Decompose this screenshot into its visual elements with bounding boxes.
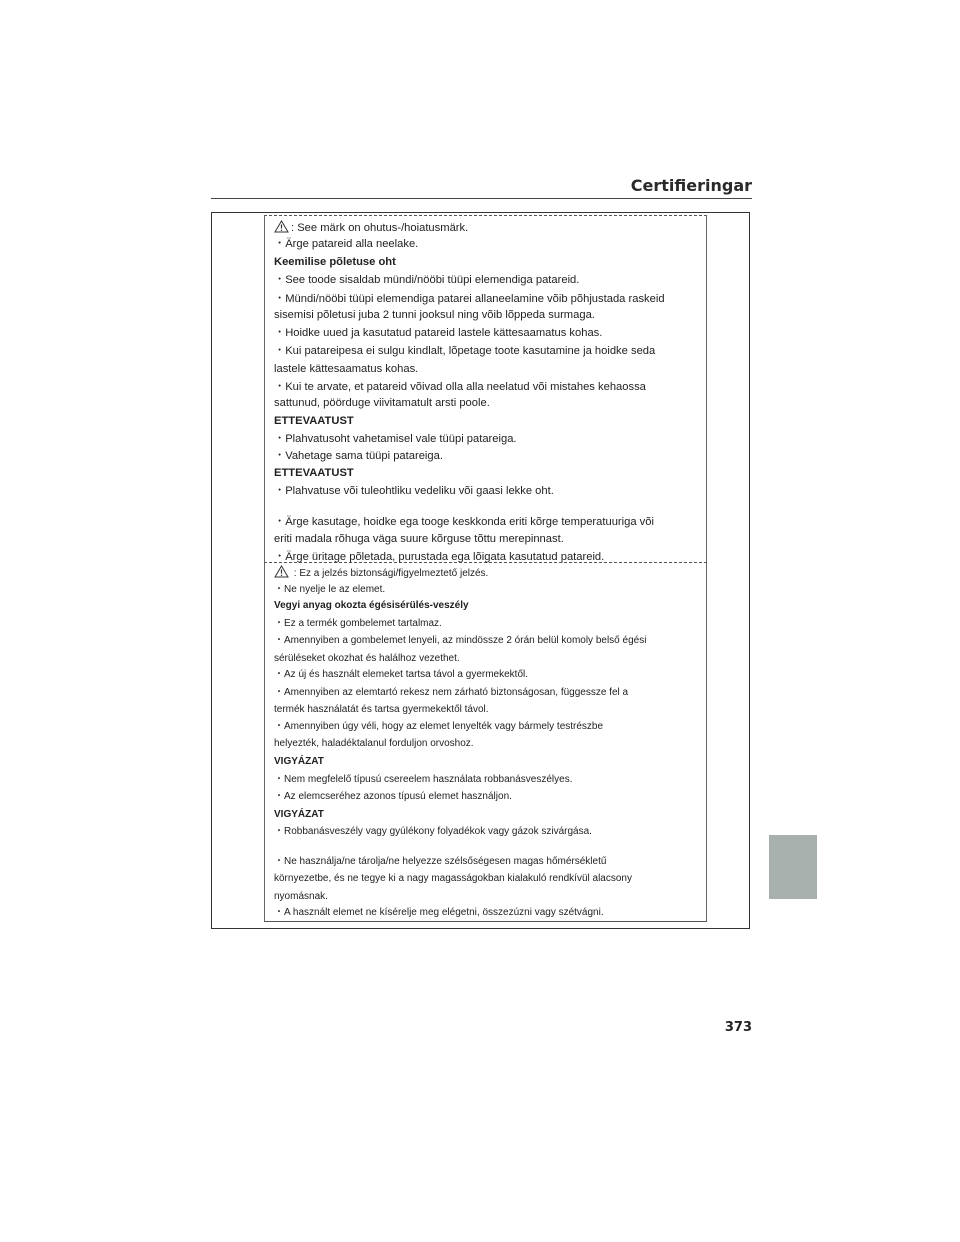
body-text-line: ・Ne nyelje le az elemet. <box>274 584 386 595</box>
section-heading: ETTEVAATUST <box>274 467 354 479</box>
body-text-line: helyezték, haladéktalanul forduljon orvoshoz. <box>274 738 474 749</box>
hu-warning-symbol-text: : Ez a jelzés biztonsági/figyelmeztető jelzés. <box>293 568 489 579</box>
bottom-line <box>264 921 707 922</box>
top-dashed-line <box>264 215 707 216</box>
hu-warning-symbol-line <box>274 565 706 580</box>
scan-left-edge <box>264 215 265 922</box>
scanned-warning-label <box>264 215 707 922</box>
section-heading: VIGYÁZAT <box>274 756 324 767</box>
body-text-line: lastele kättesaamatus kohas. <box>274 363 419 375</box>
body-text-line: ・Nem megfelelő típusú csereelem használata robbanásveszélyes. <box>274 774 573 785</box>
body-text-line: sisemisi põletusi juba 2 tunni jooksul ning võib lõppeda surmaga. <box>274 309 595 321</box>
body-text-line: ・Mündi/nööbi tüüpi elemendiga patarei allaneelamine võib põhjustada raskeid <box>274 293 665 305</box>
body-text-line: ・Hoidke uued ja kasutatud patareid lastele kättesaamatus kohas. <box>274 327 603 339</box>
warning-triangle-icon <box>274 565 289 578</box>
body-text-line: ・Amennyiben úgy véli, hogy az elemet lenyelték vagy bármely testrészbe <box>274 721 604 732</box>
body-text-line: ・Ez a termék gombelemet tartalmaz. <box>274 618 442 629</box>
body-text-line: ・Plahvatusoht vahetamisel vale tüüpi patareiga. <box>274 433 517 445</box>
warning-triangle-icon <box>274 220 289 233</box>
body-text-line: ・Ärge patareid alla neelake. <box>274 238 419 250</box>
body-text-line: ・Amennyiben a gombelemet lenyeli, az mindössze 2 órán belül komoly belső égési <box>274 635 647 646</box>
section-heading: ETTEVAATUST <box>274 415 354 427</box>
body-text-line: ・Kui te arvate, et patareid võivad olla alla neelatud või mistahes kehaossa <box>274 381 646 393</box>
body-text-line: ・Vahetage sama tüüpi patareiga. <box>274 450 443 462</box>
chapter-tab <box>769 835 817 899</box>
section-heading: VIGYÁZAT <box>274 809 324 820</box>
body-text-line: ・Ne használja/ne tárolja/ne helyezze szélsőségesen magas hőmérsékletű <box>274 856 607 867</box>
body-text-line: termék használatát és tartsa gyermekektől távol. <box>274 704 489 715</box>
body-text-line: környezetbe, és ne tegye ki a nagy magasságokban kialakuló rendkívül alacsony <box>274 873 632 884</box>
body-text-line: ・Az elemcseréhez azonos típusú elemet használjon. <box>274 791 512 802</box>
section-title: Certifieringar <box>630 176 752 195</box>
header-divider <box>211 198 752 199</box>
scan-right-edge <box>706 215 707 922</box>
page-number: 373 <box>724 1020 752 1035</box>
body-text-line: ・A használt elemet ne kísérelje meg elégetni, összezúzni vagy szétvágni. <box>274 907 604 918</box>
body-text-line: ・Ärge üritage põletada, purustada ega lõigata kasutatud patareid. <box>274 551 605 563</box>
body-text-line: ・See toode sisaldab mündi/nööbi tüüpi elemendiga patareid. <box>274 274 580 286</box>
body-text-line: ・Robbanásveszély vagy gyúlékony folyadékok vagy gázok szivárgása. <box>274 826 592 837</box>
section-heading: Keemilise põletuse oht <box>274 256 396 268</box>
body-text-line: sattunud, pöörduge viivitamatult arsti poole. <box>274 397 490 409</box>
body-text-line: ・Amennyiben az elemtartó rekesz nem zárható biztonságosan, függessze fel a <box>274 687 629 698</box>
body-text-line: ・Plahvatuse või tuleohtliku vedeliku või gaasi lekke oht. <box>274 485 554 497</box>
body-text-line: eriti madala rõhuga väga suure kõrguse tõttu merepinnast. <box>274 533 564 545</box>
body-text-line: sérüléseket okozhat és halálhoz vezethet. <box>274 653 460 664</box>
body-text-line: ・Kui patareipesa ei sulgu kindlalt, lõpetage toote kasutamine ja hoidke seda <box>274 345 656 357</box>
body-text-line: nyomásnak. <box>274 891 328 902</box>
section-heading: Vegyi anyag okozta égésisérülés-veszély <box>274 600 469 611</box>
body-text-line: ・Az új és használt elemeket tartsa távol a gyermekektől. <box>274 669 529 680</box>
et-warning-symbol-line <box>274 220 706 235</box>
body-text-line: ・Ärge kasutage, hoidke ega tooge keskkonda eriti kõrge temperatuuriga või <box>274 516 654 528</box>
et-warning-symbol-text: : See märk on ohutus-/hoiatusmärk. <box>291 222 469 234</box>
